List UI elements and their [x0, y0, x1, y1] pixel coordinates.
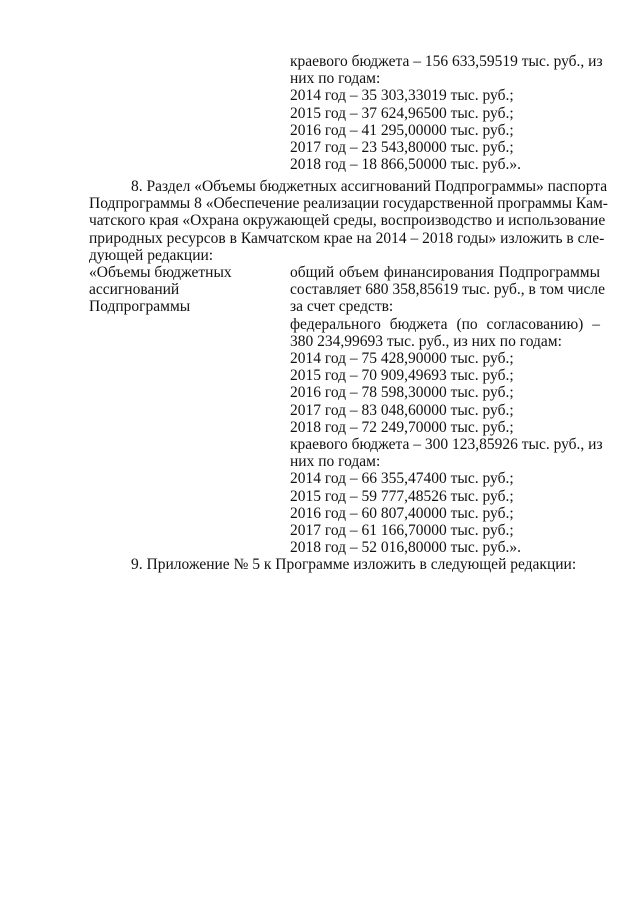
- right-cell-line: 2016 год – 78 598,30000 тыс. руб.;: [290, 384, 514, 402]
- right-cell-line: 2017 год – 61 166,70000 тыс. руб.;: [290, 522, 514, 540]
- paragraph-line: природных ресурсов в Камчатском крае на 2014 – 2018 годы» изложить в сле-: [89, 229, 605, 247]
- right-cell-line: 2016 год – 60 807,40000 тыс. руб.;: [290, 504, 514, 522]
- paragraph-line: 8. Раздел «Объемы бюджетных ассигнований Подпрограммы» паспорта: [131, 178, 608, 195]
- paragraph-line: чатского края «Охрана окружающей среды, воспроизводство и использование: [89, 212, 606, 230]
- year-line: 2015 год – 37 624,96500 тыс. руб.;: [290, 104, 514, 122]
- right-cell-line: федерального бюджета (по согласованию) –: [290, 315, 600, 333]
- right-cell-line: них по годам:: [290, 453, 381, 471]
- paragraph-line: Подпрограммы 8 «Обеспечение реализации государственной программы Кам-: [89, 195, 608, 213]
- right-cell-line: за счет средств:: [290, 298, 394, 316]
- right-cell-line: общий объем финансирования Подпрограммы: [290, 264, 600, 281]
- right-cell-line: 2015 год – 70 909,49693 тыс. руб.;: [290, 367, 514, 385]
- right-cell-line: 2014 год – 75 428,90000 тыс. руб.;: [290, 350, 514, 368]
- paragraph-line: дующей редакции:: [89, 246, 214, 264]
- right-cell-line: составляет 680 358,85619 тыс. руб., в том числе: [290, 281, 606, 299]
- right-cell-line: 2015 год – 59 777,48526 тыс. руб.;: [290, 487, 514, 505]
- right-cell-line: 380 234,99693 тыс. руб., из них по годам:: [290, 332, 562, 350]
- year-line: 2014 год – 35 303,33019 тыс. руб.;: [290, 87, 514, 105]
- year-line: 2016 год – 41 295,00000 тыс. руб.;: [290, 121, 514, 139]
- regional-budget-block: [290, 53, 603, 174]
- right-cell-line: 2018 год – 72 249,70000 тыс. руб.;: [290, 418, 514, 436]
- right-cell-line: 2014 год – 66 355,47400 тыс. руб.;: [290, 470, 514, 488]
- item-9-paragraph: 9. Приложение № 5 к Программе изложить в следующей редакции:: [131, 556, 577, 573]
- right-cell-line: краевого бюджета – 300 123,85926 тыс. руб., из: [290, 436, 603, 454]
- item-8-paragraph: [89, 178, 608, 264]
- regional-budget-line: краевого бюджета – 156 633,59519 тыс. руб., из: [290, 53, 603, 70]
- year-line: 2018 год – 18 866,50000 тыс. руб.».: [290, 156, 521, 174]
- right-cell-line: 2018 год – 52 016,80000 тыс. руб.».: [290, 539, 521, 557]
- right-cell-line: 2017 год – 83 048,60000 тыс. руб.;: [290, 401, 514, 419]
- table-right-cell: [290, 264, 606, 557]
- left-cell-line: «Объемы бюджетных: [89, 264, 232, 281]
- table-left-cell: [89, 264, 284, 316]
- by-years-label: них по годам:: [290, 70, 381, 88]
- year-line: 2017 год – 23 543,80000 тыс. руб.;: [290, 139, 514, 157]
- left-cell-line: ассигнований Подпрограммы: [89, 281, 191, 316]
